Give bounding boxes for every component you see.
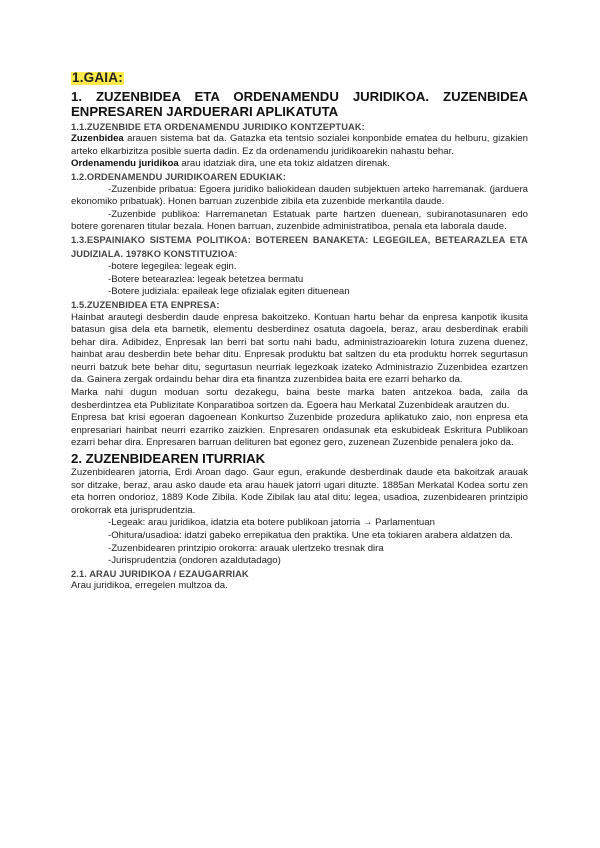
paragraph: Hainbat arautegi desberdin daude enpresa bakoitzeko. Kontuan hartu behar da enpresa kanpotik ikusita batasun gisa dela eta barnetik, elementu desberdinez osatuta dagoela, beraz, arau desberdinak erabili behar dira. Adibidez, Enpresak lan berri bat sortu nahi badu, administrazioarekin lotura zuzena duenez, hainbat arau desberdin bete behar ditu. Enpresak produktu bat saltzen du eta produktu horrek segurtasun neurri batzuk bete behar ditu, segurtasun neurriak legezkoak izateko Administrazio Zuzenbidea ezartzen da. Gainera zergak ordaindu behar dira eta finantza zuzenbidea baita ere ezarri beharko da. xyxy=(71,311,528,386)
subheading-2-1: 2.1. ARAU JURIDIKOA / EZAUGARRIAK xyxy=(71,568,249,579)
paragraph: Marka nahi dugun moduan sortu dezakegu, baina beste marka baten antzekoa bada, zaila da desberdintzea eta Publizitate Konparatiboa sortzen da. Egoera hau Merkatal Zuzenbideak arautzen du. xyxy=(71,387,528,411)
paragraph: Arau juridikoa, erregelen multzoa da. xyxy=(71,580,228,592)
list-item: -Botere betearazlea: legeak betetzea bermatu xyxy=(108,273,304,285)
paragraph-ordenamendu: Ordenamendu juridikoa arau idatziak dira, une eta tokiz aldatzen direnak. xyxy=(71,158,390,170)
subheading-1-2: 1.2.ORDENAMENDU JURIDIKOAREN EDUKIAK: xyxy=(71,171,286,182)
section-title-2: 2. ZUZENBIDEAREN ITURRIAK xyxy=(71,451,266,467)
paragraph: Zuzenbidearen jatorria, Erdi Aroan dago. Gaur egun, erakunde desberdinak daude eta bakoitzak arauak sor ditzake, beraz, arau asko daude eta arau hauek jatorri ugari dituzte. 1885an Merkatal Kodea sortu zen eta horren ondorioz, 1889 Kode Zibila. Kode Zibilak lau atal ditu: legea, usadioa, zuzenbidearen printzipio orokorrak eta jurisprudentzia. xyxy=(71,467,528,516)
paragraph-zuzenbidea: Zuzenbidea arauen sistema bat da. Gatazka eta tentsio sozialei konponbide ematea du helburu, gizakien arteko elkarbizitza posible suerta dadin. Ez da ordenamendu juridikoarekin nahastu behar. xyxy=(71,133,528,157)
paragraph: Enpresa bat krisi egoeran dagoenean Konkurtso Zuzenbide prozedura aplikatuko zaio, non enpresa eta enpresariari hainbat neurri ezarriko zaizkien. Enpresaren ondasunak eta eskubideak Eskritura Publikoan ezarri behar dira. Enpresaren barruan delituren bat egonez gero, zuzenean Zuzenbide penalera joko da. xyxy=(71,412,528,449)
subheading-1-3: 1.3.ESPAINIAKO SISTEMA POLITIKOA: BOTEREEN BANAKETA: LEGEGILEA, BETEARAZLEA ETA JUDIZIALA. 1978KO KONSTITUZIOA xyxy=(71,234,528,259)
section-title-1: 1. ZUZENBIDEA ETA ORDENAMENDU JURIDIKOA. ZUZENBIDEA ENPRESAREN JARDUERARI APLIKATUTA xyxy=(71,88,528,120)
list-item: -Botere judiziala: epaileak lege ofizialak egiten dituenean xyxy=(108,286,350,298)
term-zuzenbidea: Zuzenbidea xyxy=(71,133,124,145)
list-item: -botere legegilea: legeak egin. xyxy=(108,261,237,273)
list-item: -Zuzenbidearen printzipio orokorra: arauak ulertzeko tresnak dira xyxy=(108,542,384,554)
list-item: -Legeak: arau juridikoa, idatzia eta botere publikoan jatorria → Parlamentuan xyxy=(108,517,435,529)
paragraph-pribatua: -Zuzenbide pribatua: Egoera juridiko baliokidean dauden subjektuen arteko harremanak. (jarduera ekonomiko pribatuak). Honen barruan zuzenbide zibila eta zuzenbide merkantila daude. xyxy=(71,183,528,208)
paragraph-publikoa: -Zuzenbide publikoa: Harremanetan Estatuak parte hartzen duenean, subiranotasunaren edo botere gorenaren titular bezala. Honen barruan, zuzenbide administratiboa, penala eta laborala daude. xyxy=(71,208,528,233)
subheading-1-5: 1.5.ZUZENBIDEA ETA ENPRESA: xyxy=(71,299,220,310)
list-item: -Ohitura/usadioa: idatzi gabeko errepikatua den praktika. Une eta tokiaren arabera aldatzen da. xyxy=(108,530,513,541)
subheading-1-3-wrap: 1.3.ESPAINIAKO SISTEMA POLITIKOA: BOTEREEN BANAKETA: LEGEGILEA, BETEARAZLEA ETA JUDIZIALA. 1978KO KONSTITUZIOA: xyxy=(71,234,528,260)
document-page xyxy=(71,72,528,593)
chapter-label: 1.GAIA: xyxy=(72,70,123,85)
subheading-1-1: 1.1.ZUZENBIDE ETA ORDENAMENDU JURIDIKO KONTZEPTUAK: xyxy=(71,121,365,132)
term-ordenamendu: Ordenamendu juridikoa xyxy=(71,158,179,170)
list-item: -Jurisprudentzia (ondoren azaldutadago) xyxy=(108,555,281,567)
